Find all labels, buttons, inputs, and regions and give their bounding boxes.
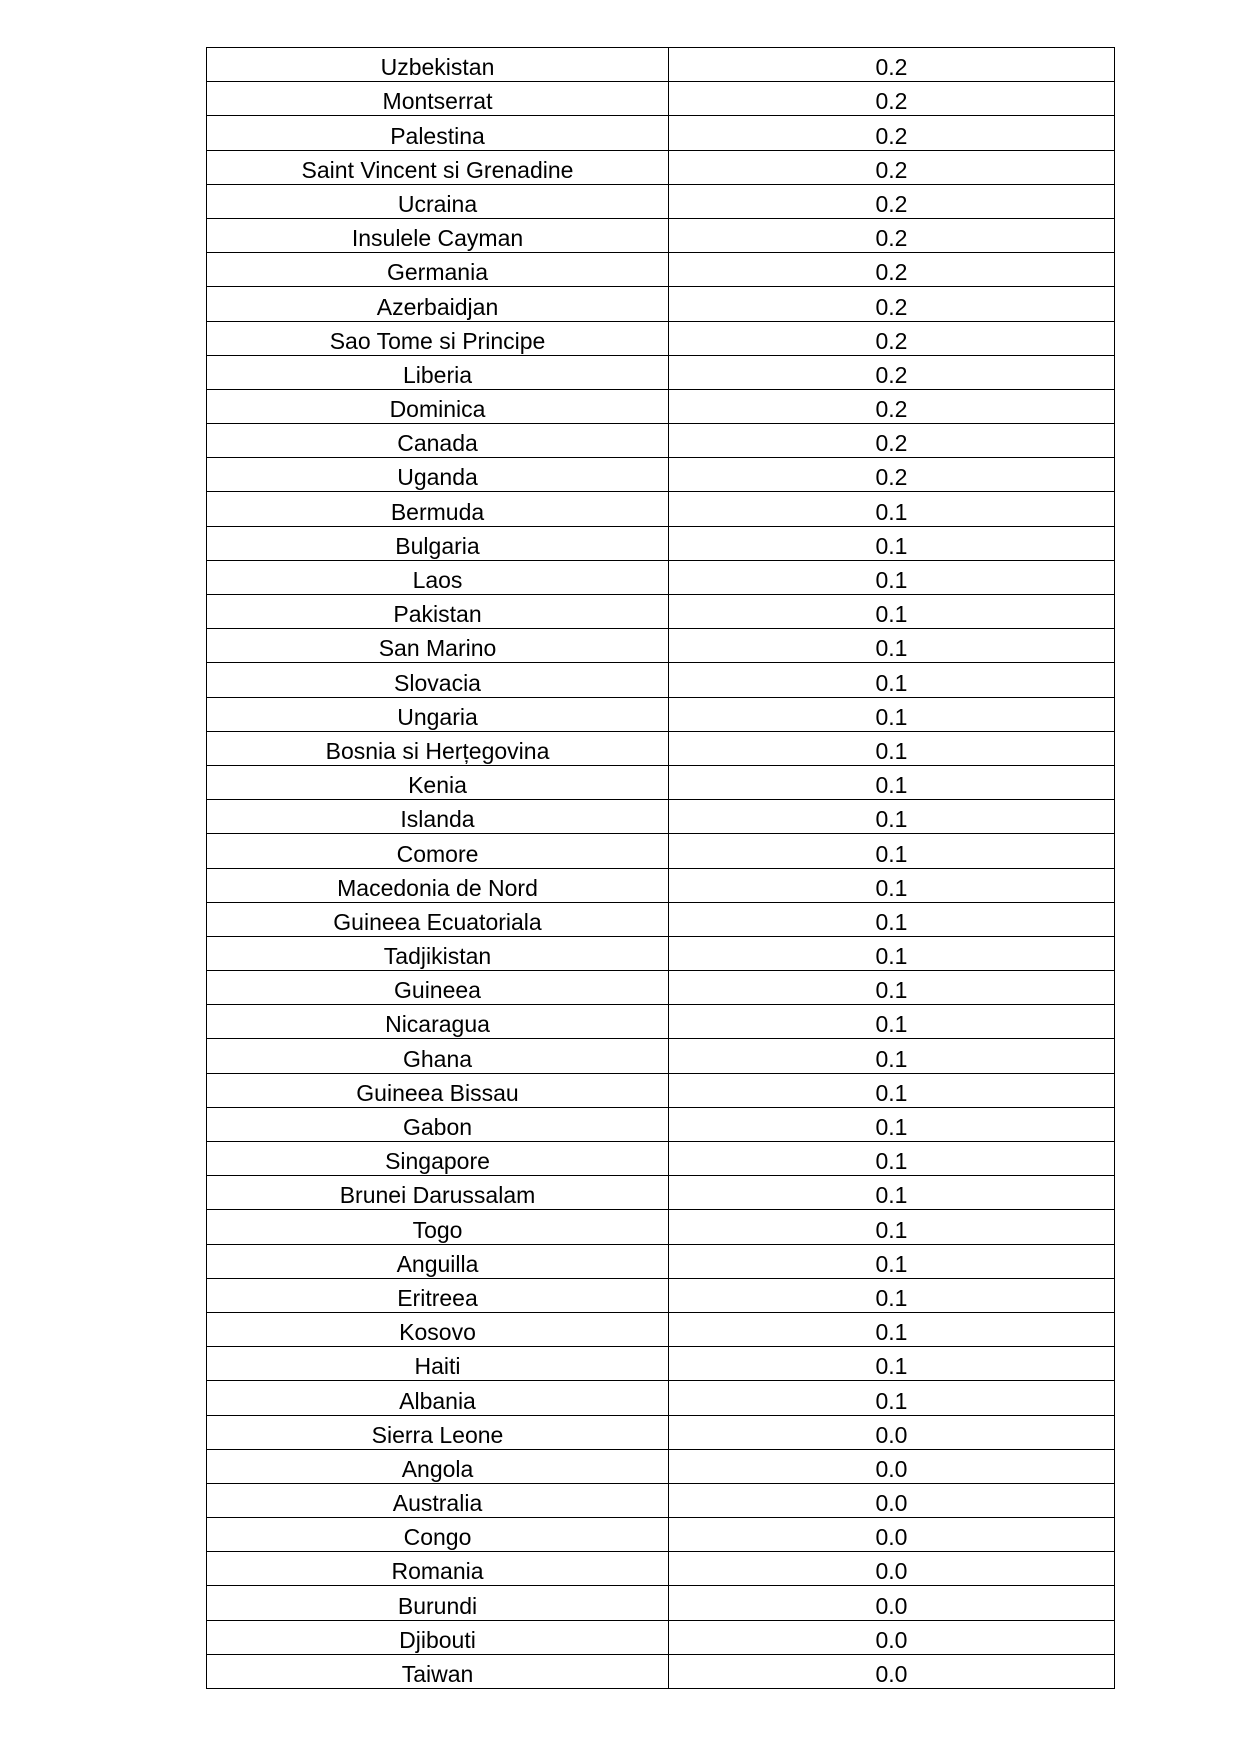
country-cell: Guineea: [207, 971, 669, 1005]
country-cell: Eritreea: [207, 1278, 669, 1312]
country-cell: Ucraina: [207, 184, 669, 218]
table-row: [207, 1244, 1115, 1278]
value-cell: 0.1: [669, 800, 1115, 834]
table-row: [207, 1586, 1115, 1620]
value-cell: 0.1: [669, 526, 1115, 560]
country-cell: Montserrat: [207, 82, 669, 116]
country-cell: Islanda: [207, 800, 669, 834]
country-cell: Tadjikistan: [207, 936, 669, 970]
value-cell: 0.0: [669, 1518, 1115, 1552]
value-cell: 0.2: [669, 389, 1115, 423]
country-cell: Haiti: [207, 1347, 669, 1381]
country-cell: Guineea Ecuatoriala: [207, 902, 669, 936]
value-cell: 0.2: [669, 424, 1115, 458]
value-cell: 0.1: [669, 492, 1115, 526]
table-row: [207, 150, 1115, 184]
country-cell: Uganda: [207, 458, 669, 492]
value-cell: 0.1: [669, 868, 1115, 902]
value-cell: 0.1: [669, 971, 1115, 1005]
table-row: [207, 1005, 1115, 1039]
country-cell: Romania: [207, 1552, 669, 1586]
table-row: [207, 1278, 1115, 1312]
table-row: [207, 458, 1115, 492]
table-row: [207, 834, 1115, 868]
table-row: [207, 389, 1115, 423]
country-cell: Uzbekistan: [207, 48, 669, 82]
value-cell: 0.1: [669, 1142, 1115, 1176]
table-row: [207, 560, 1115, 594]
country-cell: Canada: [207, 424, 669, 458]
country-cell: Albania: [207, 1381, 669, 1415]
value-cell: 0.2: [669, 321, 1115, 355]
table-row: [207, 971, 1115, 1005]
table-row: [207, 1654, 1115, 1688]
value-cell: 0.1: [669, 765, 1115, 799]
table-row: [207, 492, 1115, 526]
value-cell: 0.1: [669, 560, 1115, 594]
value-cell: 0.1: [669, 936, 1115, 970]
value-cell: 0.1: [669, 663, 1115, 697]
value-cell: 0.2: [669, 218, 1115, 252]
table-row: [207, 1073, 1115, 1107]
table-row: [207, 1449, 1115, 1483]
value-cell: 0.1: [669, 629, 1115, 663]
country-cell: Burundi: [207, 1586, 669, 1620]
country-cell: Pakistan: [207, 595, 669, 629]
country-cell: Bosnia si Herțegovina: [207, 731, 669, 765]
value-cell: 0.2: [669, 287, 1115, 321]
value-cell: 0.0: [669, 1483, 1115, 1517]
value-cell: 0.1: [669, 1312, 1115, 1346]
country-cell: Sao Tome si Principe: [207, 321, 669, 355]
value-cell: 0.1: [669, 1005, 1115, 1039]
table-row: [207, 1347, 1115, 1381]
country-cell: Djibouti: [207, 1620, 669, 1654]
country-cell: Congo: [207, 1518, 669, 1552]
value-cell: 0.1: [669, 1176, 1115, 1210]
value-cell: 0.1: [669, 1278, 1115, 1312]
value-cell: 0.1: [669, 697, 1115, 731]
table-row: [207, 1620, 1115, 1654]
table-row: [207, 48, 1115, 82]
table-row: [207, 1381, 1115, 1415]
country-cell: Australia: [207, 1483, 669, 1517]
value-cell: 0.2: [669, 82, 1115, 116]
table-row: [207, 355, 1115, 389]
value-cell: 0.1: [669, 595, 1115, 629]
country-cell: Bulgaria: [207, 526, 669, 560]
table-body: [207, 48, 1115, 1689]
value-cell: 0.1: [669, 1381, 1115, 1415]
country-cell: Germania: [207, 253, 669, 287]
table-row: [207, 1039, 1115, 1073]
country-cell: Angola: [207, 1449, 669, 1483]
value-cell: 0.2: [669, 458, 1115, 492]
table-row: [207, 595, 1115, 629]
country-cell: Nicaragua: [207, 1005, 669, 1039]
table-row: [207, 253, 1115, 287]
country-cell: Macedonia de Nord: [207, 868, 669, 902]
country-cell: Liberia: [207, 355, 669, 389]
country-cell: Dominica: [207, 389, 669, 423]
table-row: [207, 868, 1115, 902]
value-cell: 0.1: [669, 834, 1115, 868]
table-row: [207, 1483, 1115, 1517]
country-cell: Singapore: [207, 1142, 669, 1176]
table-row: [207, 663, 1115, 697]
table-row: [207, 765, 1115, 799]
table-row: [207, 1518, 1115, 1552]
value-cell: 0.2: [669, 355, 1115, 389]
country-cell: Sierra Leone: [207, 1415, 669, 1449]
country-cell: Guineea Bissau: [207, 1073, 669, 1107]
table-row: [207, 424, 1115, 458]
value-cell: 0.2: [669, 116, 1115, 150]
country-cell: Ungaria: [207, 697, 669, 731]
country-cell: Kosovo: [207, 1312, 669, 1346]
value-cell: 0.1: [669, 1210, 1115, 1244]
value-cell: 0.1: [669, 1347, 1115, 1381]
country-cell: Bermuda: [207, 492, 669, 526]
country-cell: Kenia: [207, 765, 669, 799]
table-row: [207, 697, 1115, 731]
country-value-table: [206, 47, 1115, 1689]
value-cell: 0.0: [669, 1552, 1115, 1586]
value-cell: 0.2: [669, 184, 1115, 218]
country-cell: San Marino: [207, 629, 669, 663]
table-row: [207, 1210, 1115, 1244]
country-cell: Saint Vincent si Grenadine: [207, 150, 669, 184]
table-row: [207, 218, 1115, 252]
table-row: [207, 184, 1115, 218]
table-row: [207, 902, 1115, 936]
table-row: [207, 1552, 1115, 1586]
value-cell: 0.1: [669, 731, 1115, 765]
value-cell: 0.0: [669, 1449, 1115, 1483]
value-cell: 0.1: [669, 1039, 1115, 1073]
value-cell: 0.1: [669, 1107, 1115, 1141]
table-row: [207, 82, 1115, 116]
country-cell: Ghana: [207, 1039, 669, 1073]
country-cell: Anguilla: [207, 1244, 669, 1278]
country-cell: Laos: [207, 560, 669, 594]
country-cell: Taiwan: [207, 1654, 669, 1688]
table-row: [207, 1107, 1115, 1141]
country-cell: Palestina: [207, 116, 669, 150]
table-row: [207, 321, 1115, 355]
value-cell: 0.2: [669, 150, 1115, 184]
country-cell: Slovacia: [207, 663, 669, 697]
table-row: [207, 800, 1115, 834]
table-row: [207, 287, 1115, 321]
value-cell: 0.1: [669, 1244, 1115, 1278]
table-row: [207, 629, 1115, 663]
value-cell: 0.1: [669, 902, 1115, 936]
value-cell: 0.0: [669, 1654, 1115, 1688]
table-row: [207, 1142, 1115, 1176]
country-cell: Brunei Darussalam: [207, 1176, 669, 1210]
table-row: [207, 1312, 1115, 1346]
value-cell: 0.0: [669, 1415, 1115, 1449]
country-cell: Azerbaidjan: [207, 287, 669, 321]
table-row: [207, 526, 1115, 560]
value-cell: 0.2: [669, 48, 1115, 82]
value-cell: 0.0: [669, 1620, 1115, 1654]
table-row: [207, 936, 1115, 970]
table-row: [207, 731, 1115, 765]
table-row: [207, 116, 1115, 150]
table-row: [207, 1176, 1115, 1210]
country-cell: Gabon: [207, 1107, 669, 1141]
country-cell: Comore: [207, 834, 669, 868]
table-row: [207, 1415, 1115, 1449]
value-cell: 0.1: [669, 1073, 1115, 1107]
value-cell: 0.2: [669, 253, 1115, 287]
country-cell: Insulele Cayman: [207, 218, 669, 252]
value-cell: 0.0: [669, 1586, 1115, 1620]
country-cell: Togo: [207, 1210, 669, 1244]
